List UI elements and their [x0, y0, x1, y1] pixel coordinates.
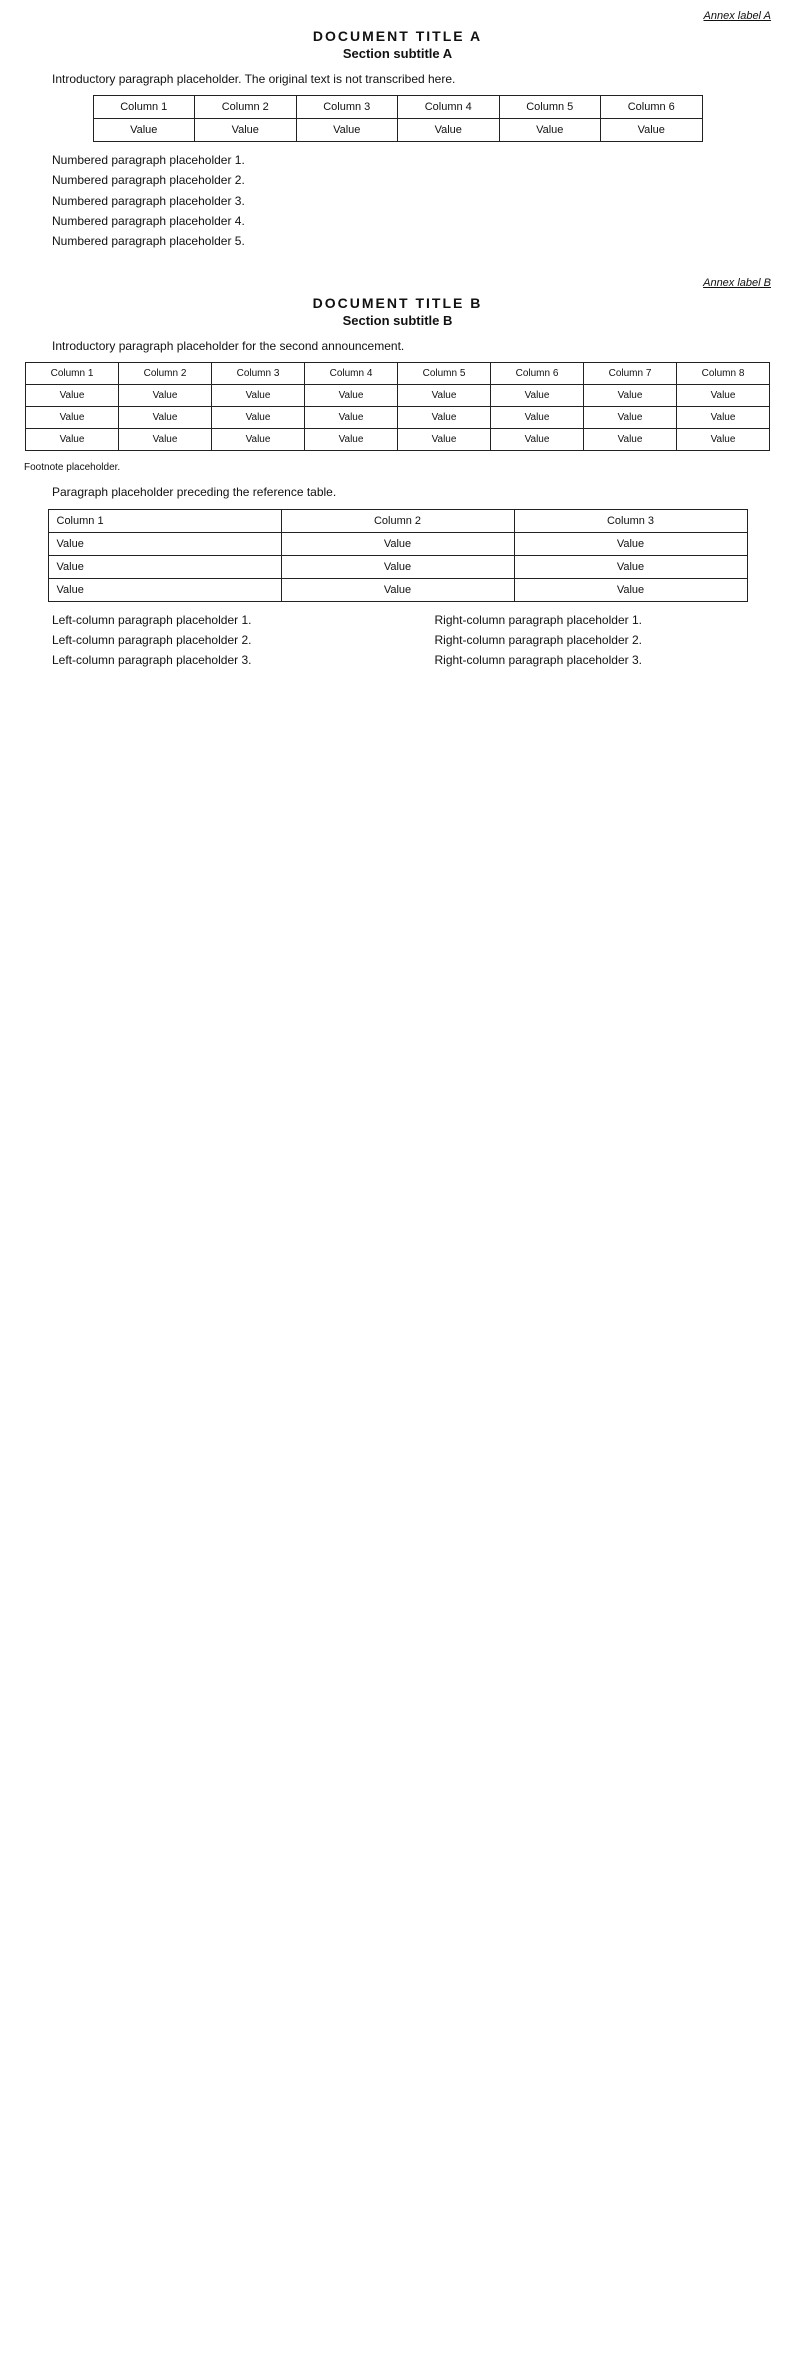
paragraph: Right-column paragraph placeholder 3.	[434, 652, 642, 667]
document-title: DOCUMENT TITLE B	[312, 295, 483, 312]
annex-label: Annex label B	[703, 277, 771, 290]
table-row	[26, 385, 770, 407]
table-cell: Value	[398, 407, 491, 429]
table-cell: Value	[119, 429, 212, 451]
table-header-cell: Column 3	[514, 509, 747, 532]
table-cell: Value	[514, 555, 747, 578]
table-header-cell: Column 2	[119, 363, 212, 385]
paragraph: Numbered paragraph placeholder 3.	[52, 193, 245, 208]
table-header-cell: Column 6	[601, 96, 703, 119]
left-column	[24, 612, 389, 673]
document-subtitle: Section subtitle A	[342, 46, 453, 61]
two-column-text	[24, 612, 771, 673]
table-body	[26, 385, 770, 451]
table-cell: Value	[398, 119, 500, 142]
table-row	[48, 555, 747, 578]
table-cell: Value	[305, 407, 398, 429]
table-header-row	[93, 96, 702, 119]
data-table	[93, 95, 703, 142]
table-cell: Value	[514, 578, 747, 601]
paragraph: Left-column paragraph placeholder 1.	[52, 612, 252, 627]
table-header-cell: Column 1	[26, 363, 119, 385]
table-header-row	[26, 363, 770, 385]
table-cell: Value	[281, 555, 514, 578]
paragraph: Numbered paragraph placeholder 2.	[52, 173, 245, 188]
table-cell: Value	[491, 407, 584, 429]
table-header-cell: Column 4	[398, 96, 500, 119]
table-cell: Value	[119, 407, 212, 429]
table-row	[26, 429, 770, 451]
document-subtitle: Section subtitle B	[342, 313, 453, 329]
paragraph: Numbered paragraph placeholder 1.	[52, 153, 245, 168]
table-header-cell: Column 1	[48, 509, 281, 532]
table-header-cell: Column 6	[491, 363, 584, 385]
table-cell: Value	[48, 555, 281, 578]
table-cell: Value	[677, 407, 770, 429]
table-header-cell: Column 7	[584, 363, 677, 385]
table-row	[48, 578, 747, 601]
lead-paragraph: Paragraph placeholder preceding the reference table.	[52, 485, 337, 500]
table-cell: Value	[281, 532, 514, 555]
paragraph: Left-column paragraph placeholder 3.	[52, 652, 252, 667]
intro-paragraph: Introductory paragraph placeholder. The original text is not transcribed here.	[52, 72, 456, 86]
paragraph-list	[24, 152, 771, 249]
table-cell: Value	[93, 119, 195, 142]
table-cell: Value	[195, 119, 297, 142]
table-cell: Value	[491, 385, 584, 407]
table-header-cell: Column 5	[499, 96, 601, 119]
table-cell: Value	[601, 119, 703, 142]
table-cell: Value	[491, 429, 584, 451]
table-cell: Value	[305, 429, 398, 451]
table-header-cell: Column 2	[281, 509, 514, 532]
intro-paragraph: Introductory paragraph placeholder for the second announcement.	[52, 339, 405, 354]
annex-label: Annex label A	[703, 10, 771, 22]
table-cell: Value	[26, 429, 119, 451]
table-cell: Value	[26, 407, 119, 429]
table-header-cell: Column 2	[195, 96, 297, 119]
table-cell: Value	[677, 385, 770, 407]
table-cell: Value	[212, 385, 305, 407]
paragraph: Numbered paragraph placeholder 5.	[52, 233, 245, 248]
table-cell: Value	[48, 578, 281, 601]
table-cell: Value	[296, 119, 398, 142]
paragraph: Left-column paragraph placeholder 2.	[52, 632, 252, 647]
table-cell: Value	[48, 532, 281, 555]
section-separator	[24, 253, 771, 277]
table-cell: Value	[212, 407, 305, 429]
table-cell: Value	[677, 429, 770, 451]
document-title: DOCUMENT TITLE A	[312, 28, 483, 44]
table-row	[93, 119, 702, 142]
table-header-cell: Column 4	[305, 363, 398, 385]
table-header-cell: Column 3	[212, 363, 305, 385]
table-row	[48, 532, 747, 555]
data-table	[25, 362, 770, 451]
table-header-cell: Column 1	[93, 96, 195, 119]
annex-1	[24, 10, 771, 249]
table-row	[26, 407, 770, 429]
table-footnote: Footnote placeholder.	[24, 462, 121, 474]
table-header-cell: Column 5	[398, 363, 491, 385]
table-cell: Value	[584, 407, 677, 429]
table-header-row	[48, 509, 747, 532]
paragraph: Numbered paragraph placeholder 4.	[52, 213, 245, 228]
paragraph: Right-column paragraph placeholder 1.	[434, 612, 642, 627]
annex-2	[24, 277, 771, 672]
table-cell: Value	[26, 385, 119, 407]
table-cell: Value	[584, 385, 677, 407]
table-cell: Value	[584, 429, 677, 451]
table-body	[93, 119, 702, 142]
table-cell: Value	[305, 385, 398, 407]
table-cell: Value	[398, 385, 491, 407]
table-header-cell: Column 3	[296, 96, 398, 119]
table-cell: Value	[281, 578, 514, 601]
table-cell: Value	[499, 119, 601, 142]
reference-table	[48, 509, 748, 602]
table-cell: Value	[119, 385, 212, 407]
table-body	[48, 532, 747, 601]
table-header-cell: Column 8	[677, 363, 770, 385]
table-cell: Value	[212, 429, 305, 451]
right-column	[407, 612, 772, 673]
table-cell: Value	[514, 532, 747, 555]
table-cell: Value	[398, 429, 491, 451]
paragraph: Right-column paragraph placeholder 2.	[434, 632, 642, 647]
document-page	[0, 0, 795, 682]
